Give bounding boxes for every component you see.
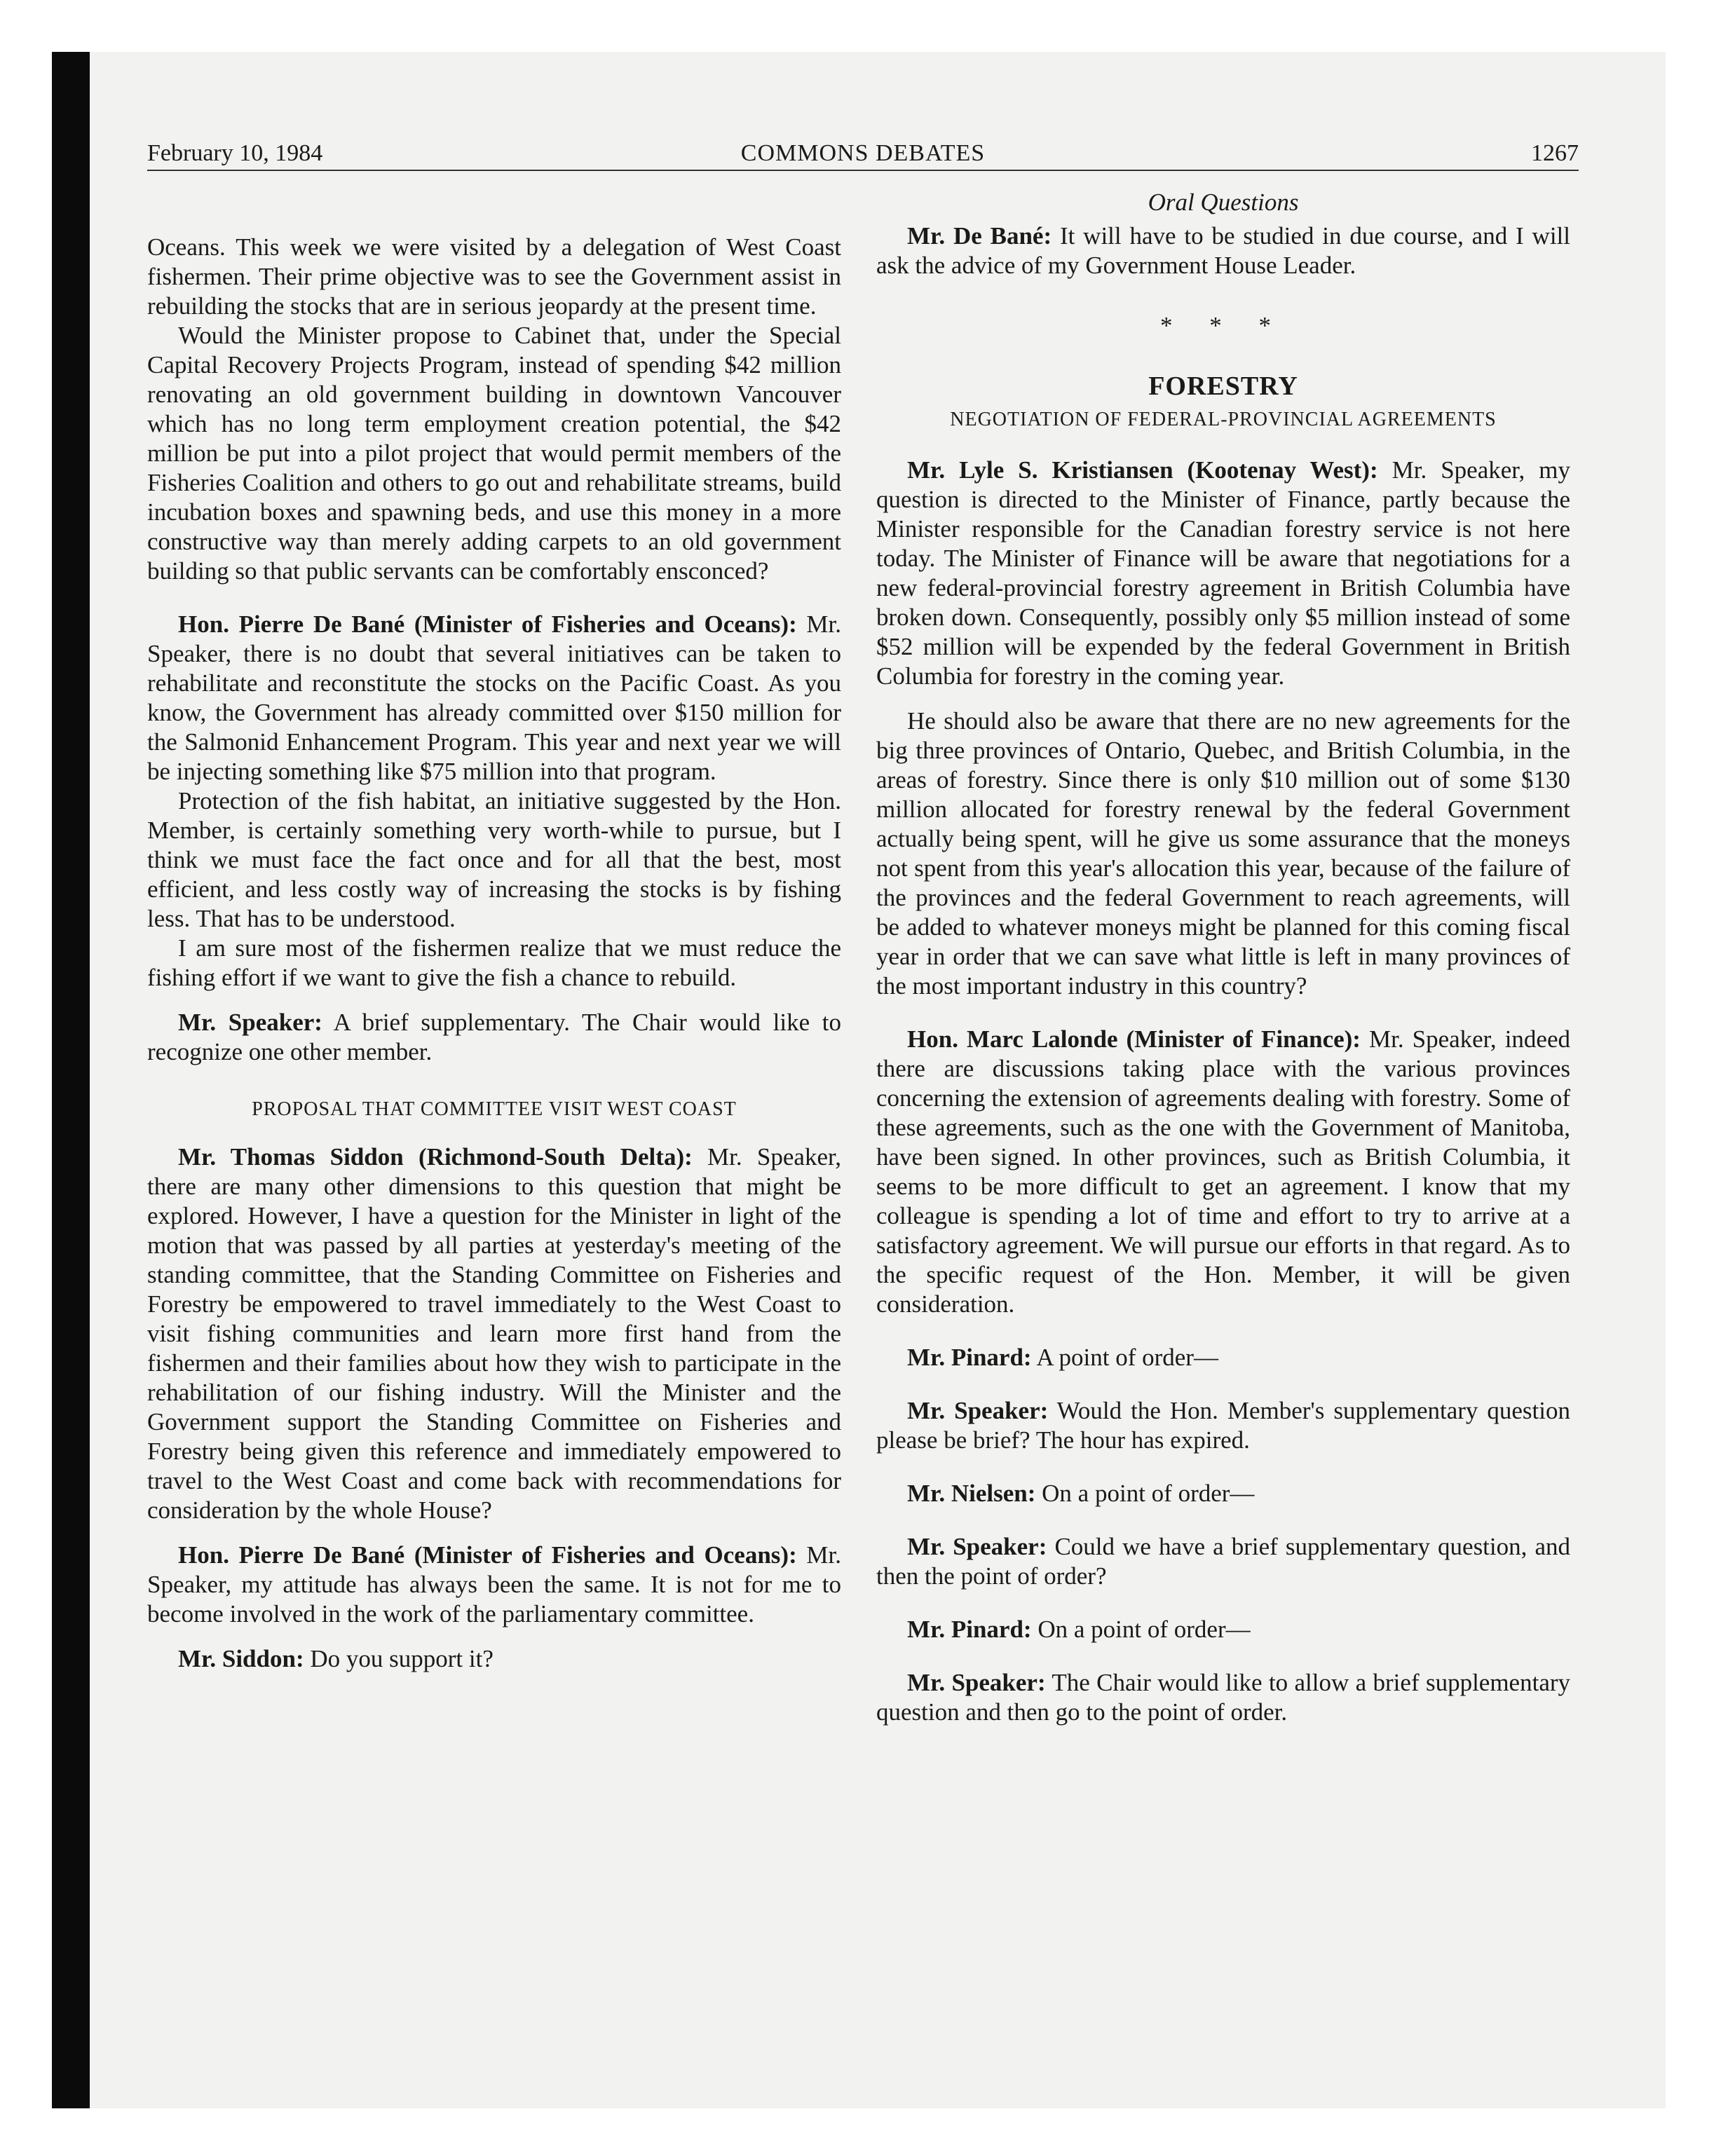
- paragraph: I am sure most of the fishermen realize that we must reduce the fishing effort if we want to give the fish a chance to rebuild.: [147, 934, 841, 991]
- running-head: Oral Questions: [1148, 189, 1299, 216]
- speaker-name: Mr. Speaker:: [907, 1669, 1046, 1696]
- speech: [876, 1343, 1570, 1372]
- speech-text: On a point of order—: [1037, 1616, 1251, 1643]
- section-subheading: PROPOSAL THAT COMMITTEE VISIT WEST COAST: [252, 1098, 737, 1120]
- speech-text: A point of order—: [1036, 1344, 1218, 1371]
- paragraph: Protection of the fish habitat, an initiative suggested by the Hon. Member, is certainly something very worth-while to pursue, but I think we must face the fact once and for all that the best, most efficient, and less costly way of increasing the stocks is by fishing less. That has to be understood.: [147, 787, 841, 932]
- speaker-name: Mr. Speaker:: [907, 1397, 1049, 1424]
- speech: [147, 1142, 841, 1525]
- speech: [876, 456, 1570, 691]
- speech: [876, 1396, 1570, 1455]
- speech: [147, 1644, 841, 1674]
- speech-text: Do you support it?: [310, 1645, 494, 1672]
- left-column: [147, 233, 841, 1674]
- header-date: February 10, 1984: [147, 140, 323, 166]
- speech-text: It will have to be studied in due course, and I will ask the advice of my Government House Leader.: [876, 222, 1570, 279]
- speaker-name: Mr. Speaker:: [178, 1009, 322, 1036]
- paragraph: Would the Minister propose to Cabinet that, under the Special Capital Recovery Projects Program, instead of spending $42 million renovating an old government building in downtown Vancouver which has no long term employment creation potential, the $42 million be put into a pilot project that would permit members of the Fisheries Coalition and others to go out and rehabilitate streams, build incubation boxes and spawning beds, and use this money in a more constructive way than merely adding carpets to an old government building so that public servants can be comfortably ensconced?: [147, 322, 841, 585]
- speech: [147, 1008, 841, 1067]
- speaker-name: Hon. Marc Lalonde (Minister of Finance):: [907, 1025, 1361, 1053]
- scan-edge-bar: [52, 52, 90, 2108]
- speech: [147, 1541, 841, 1629]
- speaker-name: Mr. Pinard:: [907, 1344, 1032, 1371]
- speech: [876, 1025, 1570, 1319]
- speaker-name: Mr. Thomas Siddon (Richmond-South Delta):: [178, 1143, 693, 1171]
- speech-text: Mr. Speaker, there are many other dimensions to this question that might be explored. However, I have a question for the Minister in light of the motion that was passed by all parties at yesterday's meeting of the standing committee, that the Standing Committee on Fisheries and Forestry be empowered to travel immediately to the West Coast to visit fishing communities and learn more first hand from the fishermen and their families about how they wish to participate in the rehabilitation of our fishing industry. Will the Minister and the Government support the Standing Committee on Fisheries and Forestry being given this reference and immediately empowered to travel to the West Coast and come back with recommendations for consideration by the whole House?: [147, 1143, 842, 1524]
- speech-text: A brief supplementary. The Chair would like to recognize one other member.: [147, 1009, 841, 1065]
- speech-text: Mr. Speaker, my attitude has always been the same. It is not for me to become involved in the work of the parliamentary committee.: [147, 1541, 842, 1628]
- speech: [876, 221, 1570, 280]
- speaker-name: Hon. Pierre De Bané (Minister of Fisheries and Oceans):: [178, 610, 797, 638]
- speech: [876, 1615, 1570, 1644]
- section-title: FORESTRY: [1148, 371, 1298, 401]
- speaker-name: Mr. Lyle S. Kristiansen (Kootenay West):: [907, 456, 1378, 484]
- speaker-name: Mr. Speaker:: [907, 1533, 1047, 1560]
- speech: [876, 1668, 1570, 1727]
- speaker-name: Mr. Siddon:: [178, 1645, 304, 1672]
- speaker-name: Hon. Pierre De Bané (Minister of Fisheries and Oceans):: [178, 1541, 797, 1569]
- speaker-name: Mr. Pinard:: [907, 1616, 1032, 1643]
- speech-text: Mr. Speaker, my question is directed to the Minister of Finance, partly because the Minister responsible for the Canadian forestry service is not here today. The Minister of Finance will be aware that negotiations for a new federal-provincial forestry agreement in British Columbia have broken down. Consequently, possibly only $5 million instead of some $52 million will be expended by the federal Government in British Columbia for forestry in the coming year.: [876, 456, 1571, 690]
- speech-text: On a point of order—: [1042, 1480, 1255, 1507]
- page-header: [147, 137, 1579, 171]
- section-separator: * * *: [1160, 312, 1286, 339]
- paragraph: He should also be aware that there are no new agreements for the big three provinces of Ontario, Quebec, and British Columbia, in the areas of forestry. Since there is only $10 million out of some $130 million allocated for forestry renewal by the federal Government actually being spent, will he give us some assurance that the moneys not spent from this year's allocation this year, because of the failure of the provinces and the federal Government to reach agreements, will be added to whatever moneys might be planned for this coming fiscal year in order that we can save what little is left in many provinces of the most important industry in this country?: [876, 707, 1570, 999]
- header-title: COMMONS DEBATES: [740, 140, 986, 166]
- speech-text: The Chair would like to allow a brief supplementary question and then go to the point of order.: [876, 1669, 1571, 1726]
- right-column: [876, 188, 1570, 1727]
- speech: [876, 1532, 1570, 1591]
- section-subheading: NEGOTIATION OF FEDERAL-PROVINCIAL AGREEMENTS: [950, 409, 1497, 430]
- page-number: 1267: [1531, 140, 1579, 166]
- speaker-name: Mr. De Bané:: [907, 222, 1052, 250]
- speech: [147, 610, 841, 786]
- speech-text: Mr. Speaker, indeed there are discussions taking place with the various provinces concerning the extension of agreements dealing with forestry. Some of these agreements, such as the one with the Government of Manitoba, have been signed. In other provinces, such as British Columbia, it seems to be more difficult to get an agreement. I know that my colleague is spending a lot of time and effort to try to arrive at a satisfactory agreement. We will pursue our efforts in that regard. As to the specific request of the Hon. Member, it will be given consideration.: [876, 1025, 1570, 1318]
- speech-text: Mr. Speaker, there is no doubt that several initiatives can be taken to rehabilitate and reconstitute the stocks on the Pacific Coast. As you know, the Government has already committed over $150 million for the Salmonid Enhancement Program. This year and next year we will be injecting something like $75 million into that program.: [147, 610, 842, 785]
- paragraph: Oceans. This week we were visited by a delegation of West Coast fishermen. Their prime objective was to see the Government assist in rebuilding the stocks that are in serious jeopardy at the present time.: [147, 233, 841, 320]
- speech-text: Could we have a brief supplementary question, and then the point of order?: [876, 1533, 1571, 1590]
- speech: [876, 1479, 1570, 1508]
- speaker-name: Mr. Nielsen:: [907, 1480, 1036, 1507]
- speech-text: Would the Hon. Member's supplementary question please be brief? The hour has expired.: [876, 1397, 1570, 1454]
